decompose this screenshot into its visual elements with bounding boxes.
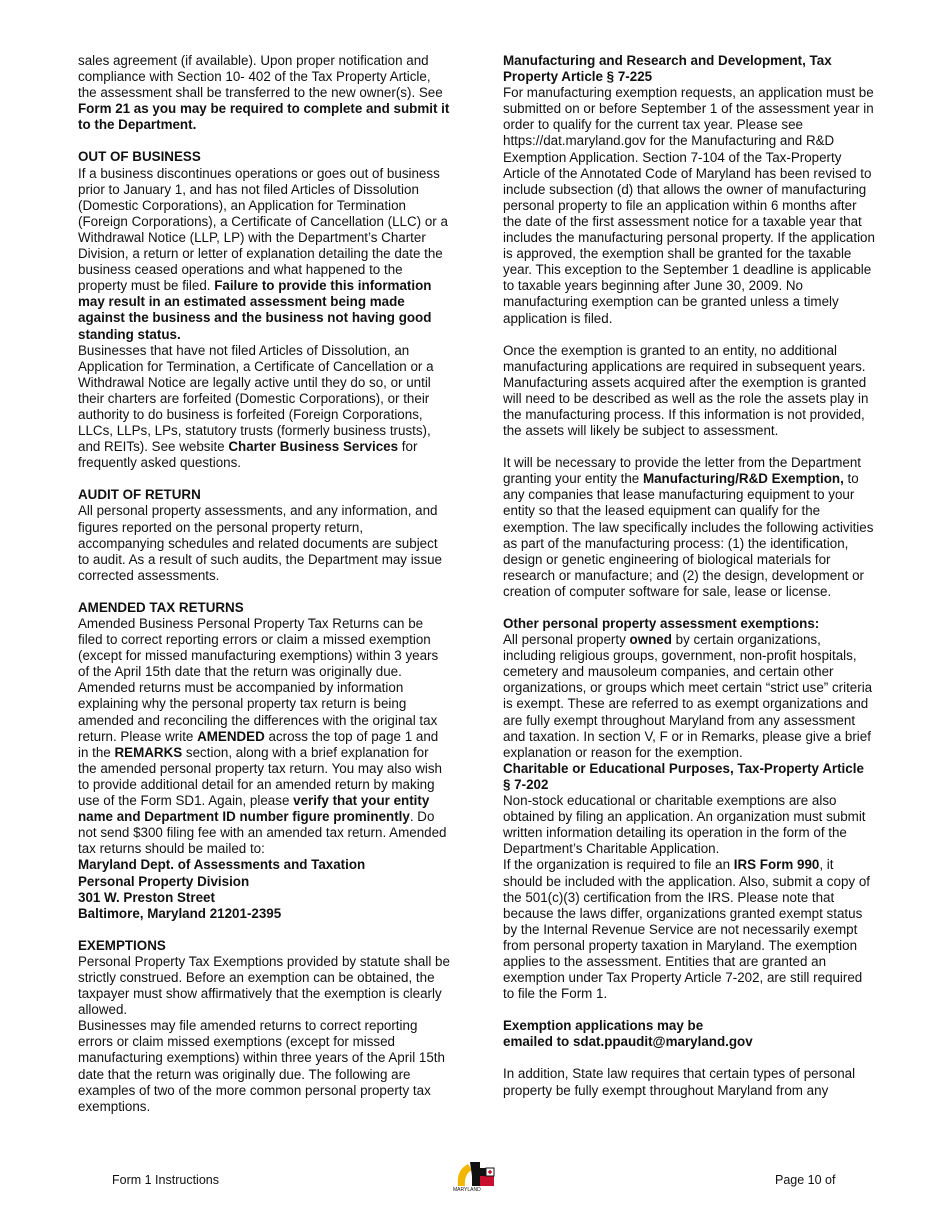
- paragraph-other-exemptions: All personal property owned by certain organizations, including religious groups, government, non-profit hospitals, cemetery and mausoleum companies, and certain other organizations, or groups which meet certain “strict use” criteria is exempt. These are referred to as exempt organizations and are fully exempt throughout Maryland from any assessment and taxation. In section V, F or in Remarks, please give a brief explanation or reason for the exemption.: [503, 632, 873, 760]
- address-line: Baltimore, Maryland 21201-2395: [78, 905, 282, 921]
- address-line: Personal Property Division: [78, 873, 250, 889]
- heading-charitable: Charitable or Educational Purposes, Tax-Property Article § 7-202: [503, 760, 864, 792]
- paragraph-exemptions-2: Businesses may file amended returns to correct reporting errors or claim missed exemptions (except for missed manufacturing exemptions) within three years of the April 15th date that the return was originally due. The following are examples of two of the more common personal property tax exemptions.: [78, 1018, 445, 1114]
- heading-out-of-business: OUT OF BUSINESS: [78, 149, 201, 165]
- address-line: Maryland Dept. of Assessments and Taxation: [78, 857, 366, 873]
- footer-form-name: Form 1 Instructions: [112, 1173, 219, 1187]
- heading-manufacturing: Manufacturing and Research and Development, Tax Property Article § 7-225: [503, 53, 832, 85]
- maryland-logo-icon: [450, 1156, 500, 1192]
- left-column: [78, 53, 450, 1115]
- paragraph-charitable-2: If the organization is required to file an IRS Form 990, it should be included with the application. Also, submit a copy of the 501(c)(3) certification from the IRS. Please note that because the laws differ, organizations granted exempt status by the Internal Revenue Service are not necessarily exempt from personal property taxation in Maryland. The exemption applies to the assessment. Entities that are granted an exemption under Tax Property Article 7-202, are still required to file the Form 1.: [503, 857, 870, 1002]
- footer-page-number: Page 10 of: [775, 1173, 836, 1187]
- paragraph-charitable-1: Non-stock educational or charitable exemptions are also obtained by filing an application. An organization must submit written information detailing its operation in the form of the Department’s Charitable Application.: [503, 793, 866, 857]
- right-column: [503, 53, 875, 1099]
- paragraph-exemptions-1: Personal Property Tax Exemptions provided by statute shall be strictly construed. Before an exemption can be obtained, the taxpayer must show affirmatively that the exemption is clearly allowed.: [78, 953, 450, 1018]
- paragraph-audit: All personal property assessments, and any information, and figures reported on the personal property return, accompanying schedules and related documents are subject to audit. As a result of such audits, the Department may issue corrected assessments.: [78, 503, 442, 583]
- paragraph-manufacturing-3: It will be necessary to provide the letter from the Department granting your entity the Manufacturing/R&D Exemption, to any companies that lease manufacturing equipment to your entity so that the leased equipment can qualify for the exemption. The law specifically includes the following activities as part of the manufacturing process: (1) the identification, design or genetic engineering of biological materials for research or manufacture; and (2) the design, development or creation of computer software for sale, lease or license.: [503, 455, 874, 599]
- paragraph-manufacturing-1: For manufacturing exemption requests, an application must be submitted on or before September 1 of the assessment year in order to qualify for the current tax year. Please see https://dat.maryland.gov for the Manufacturing and R&D Exemption Application. Section 7-104 of the Tax-Property Article of the Annotated Code of Maryland has been revised to include subsection (d) that allows the owner of manufacturing personal property to file an application within 6 months after the date of the first assessment notice for a taxable year that includes the manufacturing personal property. If the application is approved, the exemption shall be granted for the taxable year. This exception to the September 1 deadline is applicable to taxable years beginning after June 30, 2009. No manufacturing exemption can be granted unless a timely application is filed.: [503, 85, 875, 326]
- heading-audit: AUDIT OF RETURN: [78, 487, 201, 503]
- email-notice-line: Exemption applications may be: [503, 1018, 704, 1034]
- heading-amended: AMENDED TAX RETURNS: [78, 599, 244, 615]
- logo-text: MARYLAND: [453, 1187, 481, 1192]
- heading-other-exemptions: Other personal property assessment exemptions:: [503, 616, 820, 631]
- paragraph-state-law: In addition, State law requires that certain types of personal property be fully exempt throughout Maryland from any: [503, 1066, 856, 1098]
- paragraph-out-of-business: If a business discontinues operations or goes out of business prior to January 1, and has not filed Articles of Dissolution (Domestic Corporations), an Application for Termination (Foreign Corporations), a Certificate of Cancellation (LLC) or a Withdrawal Notice (LLP, LP) with the Department’s Charter Division, a return or letter of explanation detailing the date the business ceased operations and what happened to the property must be filed. Failure to provide this information may result in an estimated assessment being made against the business and the business not having good standing status.: [78, 165, 448, 342]
- email-notice-line: emailed to sdat.ppaudit@maryland.gov: [503, 1034, 753, 1050]
- heading-exemptions: EXEMPTIONS: [78, 937, 166, 953]
- paragraph-manufacturing-2: Once the exemption is granted to an entity, no additional manufacturing applications are required in subsequent years. Manufacturing assets acquired after the exemption is granted will need to be described as well as the role the assets play in the manufacturing process. If this information is not provided, the assets will likely be subject to assessment.: [503, 342, 869, 439]
- address-line: 301 W. Preston Street: [78, 889, 215, 905]
- paragraph-transfer: sales agreement (if available). Upon proper notification and compliance with Section 10- 402 of the Tax Property Article, the assessment shall be transferred to the new owner(s). See Form 21 as you may be required to complete and submit it to the Department.: [78, 53, 450, 133]
- paragraph-amended: Amended Business Personal Property Tax Returns can be filed to correct reporting errors or claim a missed exemption (except for missed manufacturing exemptions) within 3 years of the April 15th date that the return was originally due. Amended returns must be accompanied by information explaining why the personal property tax return is being amended and reconciling the differences with the original tax return. Please write AMENDED across the top of page 1 and in the REMARKS section, along with a brief explanation for the amended personal property tax return. You may also wish to provide additional detail for an amended return by making use of the Form SD1. Again, please verify that your entity name and Department ID number figure prominently. Do not send $300 filing fee with an amended tax return. Amended tax returns should be mailed to:: [78, 616, 447, 857]
- mailing-address: [78, 857, 450, 921]
- paragraph-dissolution: Businesses that have not filed Articles of Dissolution, an Application for Termination, a Certificate of Cancellation or a Withdrawal Notice are legally active until they do so, or until their charters are forfeited (Domestic Corporations), or their authority to do business is forfeited (Foreign Corporations, LLCs, LLPs, LPs, statutory trusts (formerly business trusts), and REITs). See website Charter Business Services for frequently asked questions.: [78, 342, 434, 471]
